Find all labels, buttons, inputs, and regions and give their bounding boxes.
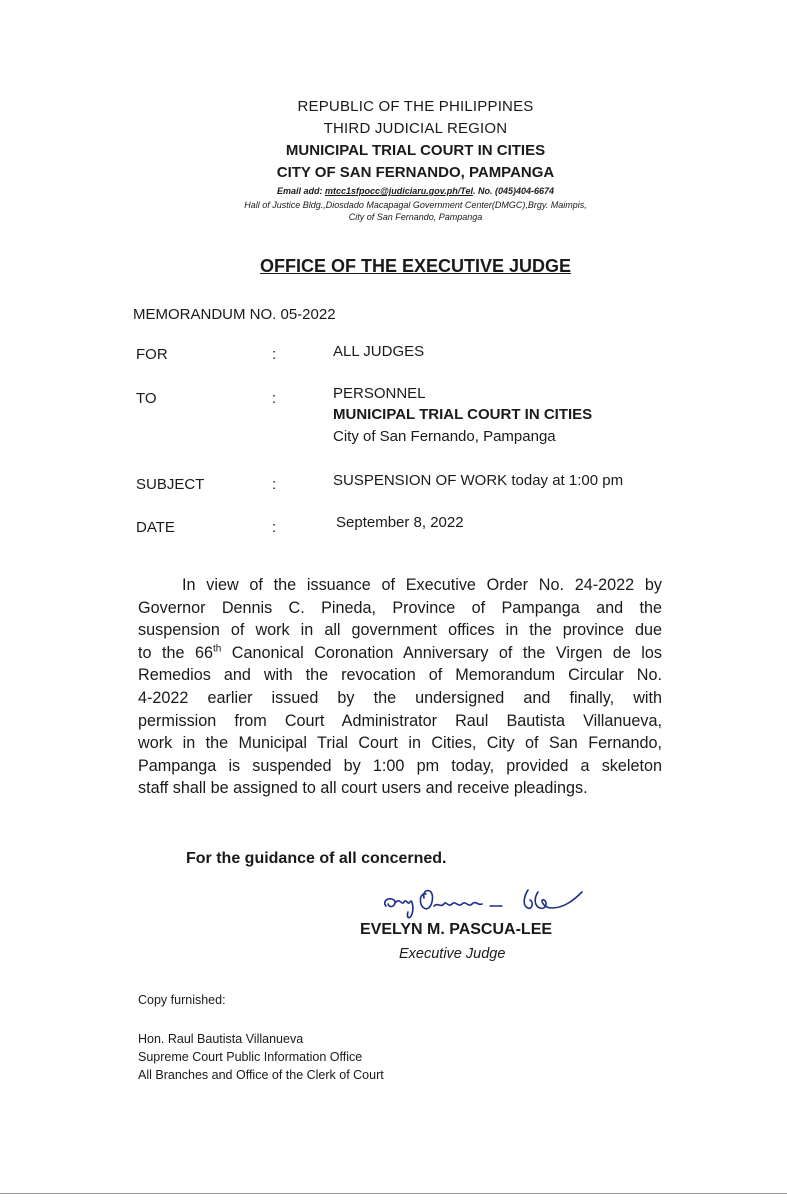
subject-label: SUBJECT [136,476,205,493]
for-value: ALL JUDGES [333,343,425,360]
copy-item-1: Hon. Raul Bautista Villanueva [138,1032,304,1046]
header-tel: . No. (045)404-6674 [472,186,555,196]
header-address-2: City of San Fernando, Pampanga [348,212,483,222]
body-line-4-sup: th [212,643,222,655]
copy-furnished-label: Copy furnished: [138,993,226,1007]
signatory-name: EVELYN M. PASCUA-LEE [360,921,553,938]
to-colon: : [272,390,277,407]
to-label: TO [136,390,157,407]
handwritten-signature [378,884,588,926]
header-contact [22,186,787,196]
header-city: CITY OF SAN FERNANDO, PAMPANGA [276,164,555,181]
body-line-9: Pampanga is suspended by 1:00 pm today, provided a skeleton [138,756,662,775]
to-value-court: MUNICIPAL TRIAL COURT IN CITIES [333,406,593,423]
for-label: FOR [136,346,168,363]
guidance-line: For the guidance of all concerned. [186,850,447,867]
header-court: MUNICIPAL TRIAL COURT IN CITIES [285,142,546,159]
body-line-4 [138,642,662,665]
body-line-5: Remedios and with the revocation of Memorandum Circular No. [138,666,662,685]
date-label: DATE [136,519,175,536]
body-line-7: permission from Court Administrator Raul Bautista Villanueva, [138,711,662,730]
date-value: September 8, 2022 [336,514,464,531]
body-line-2: Governor Dennis C. Pineda, Province of Pampanga and the [138,598,662,617]
subject-colon: : [272,476,277,493]
page-bottom-edge [0,1193,787,1194]
body-line-8: work in the Municipal Trial Court in Cities, City of San Fernando, [138,734,662,753]
body-line-6: 4-2022 earlier issued by the undersigned and finally, with [138,688,662,707]
copy-item-3: All Branches and Office of the Clerk of Court [138,1068,384,1082]
header-region: THIRD JUDICIAL REGION [323,120,508,137]
header-email-prefix: Email add: [276,186,325,196]
subject-value: SUSPENSION OF WORK today at 1:00 pm [333,472,624,489]
header-address-1: Hall of Justice Bldg.,Diosdado Macapagal Government Center(DMGC),Brgy. Maimpis, [244,200,587,210]
for-colon: : [272,346,277,363]
header-email: mtcc1sfpocc@judiciaru.gov.ph/Tel [324,186,473,196]
body-paragraph [138,574,662,800]
body-line-4-b: Canonical Coronation Anniversary of the Virgen de los [221,643,662,662]
date-colon: : [272,519,277,536]
copy-item-2: Supreme Court Public Information Office [138,1050,363,1064]
memo-number: MEMORANDUM NO. 05-2022 [133,306,336,323]
office-title: OFFICE OF THE EXECUTIVE JUDGE [259,256,572,276]
to-value-city: City of San Fernando, Pampanga [333,428,556,445]
body-line-3: suspension of work in all government offices in the province due [138,621,662,640]
signatory-title: Executive Judge [399,946,506,962]
body-line-1: In view of the issuance of Executive Order No. 24-2022 by [182,576,662,594]
body-line-10: staff shall be assigned to all court users and receive pleadings. [138,779,588,798]
header-republic: REPUBLIC OF THE PHILIPPINES [297,98,534,115]
body-line-4-a: to the 66 [138,643,213,662]
to-value-personnel: PERSONNEL [333,385,426,402]
